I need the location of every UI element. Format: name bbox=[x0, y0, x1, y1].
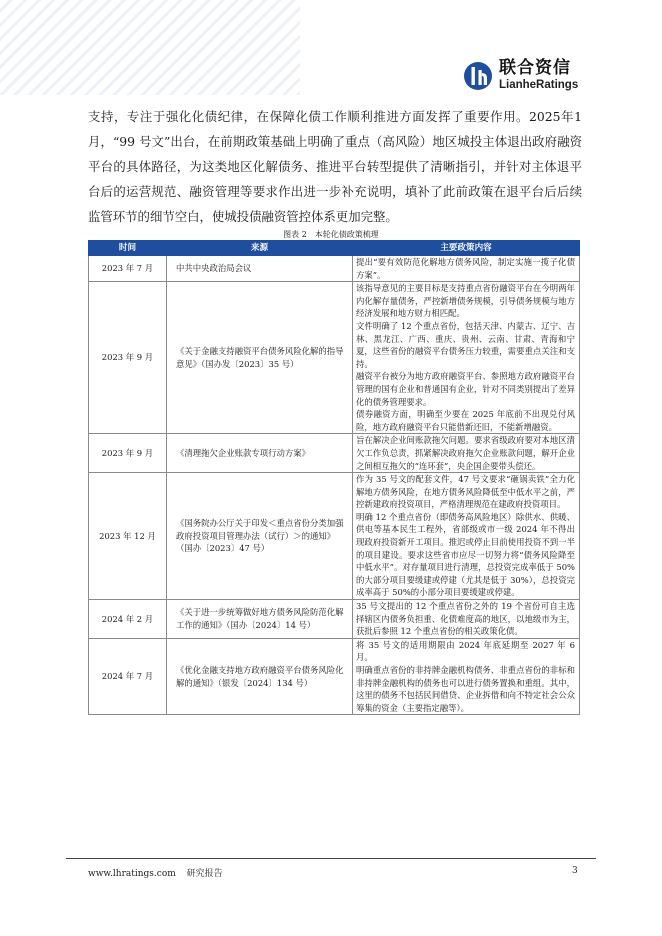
footer-label: 研究报告 bbox=[186, 869, 223, 879]
table-row bbox=[89, 282, 580, 434]
time-cell: 2024 年 7 月 bbox=[89, 638, 167, 715]
lianhe-logo-icon bbox=[463, 61, 493, 91]
content-cell bbox=[353, 638, 580, 715]
footer-left bbox=[88, 866, 223, 879]
header-source: 来源 bbox=[167, 241, 353, 256]
table-row bbox=[89, 256, 580, 282]
source-cell: 中共中央政治局会议 bbox=[167, 256, 353, 282]
table-row bbox=[89, 473, 580, 600]
policy-table bbox=[88, 240, 580, 715]
content-paragraph: 明确重点省份的非持牌金融机构债务、非重点省份的非标和非持牌金融机构的债务也可以进行债务置换和重组。其中，这里的债务不包括民间借贷、企业拆借和向不特定社会公众筹集的资金（主要指定融等）。 bbox=[356, 665, 575, 713]
header-pattern bbox=[0, 0, 300, 95]
content-paragraph: 将 35 号文的适用期限由 2024 年底延期至 2027 年 6 月。 bbox=[356, 639, 575, 663]
table-row bbox=[89, 434, 580, 473]
page-number: 3 bbox=[572, 866, 578, 876]
time-cell: 2023 年 9 月 bbox=[89, 282, 167, 434]
content-paragraph: 作为 35 号文的配套文件，47 号文要求“砸锅卖铁”全力化解地方债务风险，在地方债务风险降低至中低水平之前，严控新建政府投资项目，严格清理规范在建政府投资项目。 bbox=[356, 474, 575, 510]
content-paragraph: 融资平台被分为地方政府融资平台、参照地方政府融资平台管理的国有企业和普通国有企业，针对不同类别提出了差异化的债务管理要求。 bbox=[356, 371, 575, 407]
content-cell bbox=[353, 282, 580, 434]
footer-rule bbox=[66, 858, 596, 859]
source-cell: 《优化金融支持地方政府融资平台债务风险化解的通知》（银发〔2024〕134 号） bbox=[167, 638, 353, 715]
source-cell: 《国务院办公厅关于印发＜重点省份分类加强政府投资项目管理办法（试行）＞的通知》（国办〔2023〕47 号） bbox=[167, 473, 353, 600]
source-cell: 《关于金融支持融资平台债务风险化解的指导意见》（国办发〔2023〕35 号） bbox=[167, 282, 353, 434]
body-paragraph: 支持，专注于强化化债纪律，在保障化债工作顺利推进方面发挥了重要作用。2025年1月，“99 号文”出台，在前期政策基础上明确了重点（高风险）地区城投主体退出政府融资平台的具体路径，为这类地区化解债务、推进平台转型提供了清晰指引，并针对主体退平台后的运营规范、融资管理等要求作出进一步补充说明，填补了此前政策在退平台后后续监管环节的细节空白，使城投债融资管控体系更加完整。 bbox=[88, 109, 582, 224]
table-caption: 图表 2 本轮化债政策梳理 bbox=[283, 230, 379, 239]
logo-english-name: LianheRatings bbox=[499, 79, 579, 91]
time-cell: 2023 年 12 月 bbox=[89, 473, 167, 600]
table-header-row bbox=[89, 241, 580, 256]
source-cell: 《清理拖欠企业账款专项行动方案》 bbox=[167, 434, 353, 473]
time-cell: 2023 年 9 月 bbox=[89, 434, 167, 473]
time-cell: 2023 年 7 月 bbox=[89, 256, 167, 282]
content-paragraph: 文件明确了 12 个重点省份，包括天津、内蒙古、辽宁、吉林、黑龙江、广西、重庆、贵州、云南、甘肃、青海和宁夏，这些省份的融资平台债务压力较重，需要重点关注和支持。 bbox=[356, 320, 575, 369]
logo-chinese-name: 联合资信 bbox=[499, 58, 571, 78]
content-cell bbox=[353, 600, 580, 639]
table-row bbox=[89, 600, 580, 639]
table-row bbox=[89, 638, 580, 715]
content-cell bbox=[353, 473, 580, 600]
content-paragraph: 该指导意见的主要目标是支持重点省份融资平台在今明两年内化解存量债务，严控新增债务规模，引导债务规模与地方经济发展和地方财力相匹配。 bbox=[356, 283, 575, 319]
time-cell: 2024 年 2 月 bbox=[89, 600, 167, 639]
content-paragraph: 旨在解决企业间账款拖欠问题。要求省级政府要对本地区清欠工作负总责，抓紧解决政府拖欠企业账款问题，解开企业之间相互拖欠的“连环套”，央企国企要带头偿还。 bbox=[356, 435, 575, 471]
footer-site: www.lhratings.com bbox=[88, 869, 176, 879]
content-paragraph: 债券融资方面，明确至少要在 2025 年底前不出现兑付风险，地方政府融资平台只能借新还旧，不能新增融资。 bbox=[356, 409, 575, 432]
source-cell: 《关于进一步统筹做好地方债务风险防范化解工作的通知》（国办〔2024〕14 号） bbox=[167, 600, 353, 639]
content-cell bbox=[353, 256, 580, 282]
content-paragraph: 提出“要有效防范化解地方债务风险，制定实施一揽子化债方案”。 bbox=[356, 257, 575, 280]
company-logo bbox=[463, 60, 578, 92]
content-cell bbox=[353, 434, 580, 473]
content-paragraph: 明确 12 个重点省份（即债务高风险地区）除供水、供暖、供电等基本民生工程外，省部级或市一级 2024 年不得出现政府投资新开工项目。推迟或停止目前使用投资不到一半的项目建设。要求这些省市应尽一切努力将“债务风险降至中低水平”。对存量项目进行清理，总投资完成率低于 50%的大部分项目要缓建或停建（尤其是低于 30%），总投资完成率高于 50%的小部分项目要缓建或停建。 bbox=[356, 511, 575, 598]
content-paragraph: 35 号文提出的 12 个重点省份之外的 19 个省份可自主选择辖区内债务负担重、化债难度高的地区，以地级市为主，获批后参照 12 个重点省份的相关政策化债。 bbox=[356, 601, 575, 637]
header-time: 时间 bbox=[89, 241, 167, 256]
header-content: 主要政策内容 bbox=[353, 241, 580, 256]
